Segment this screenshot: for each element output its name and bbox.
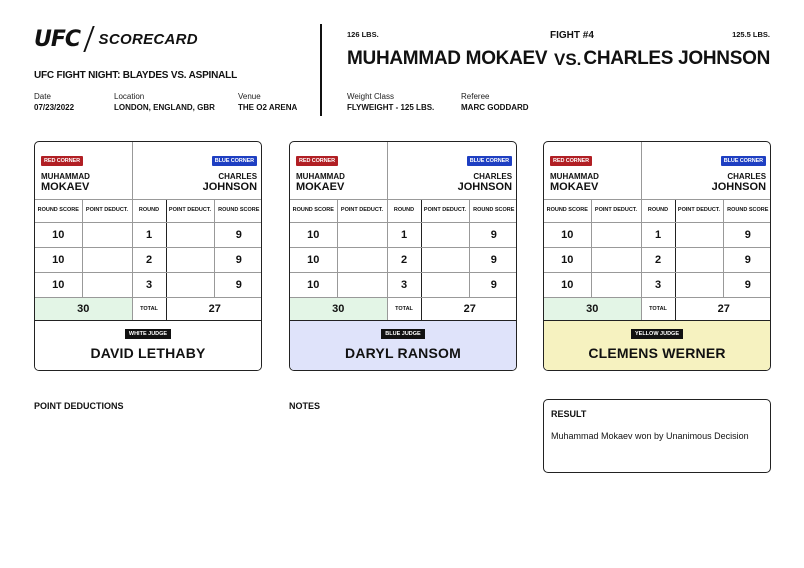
round-header: ROUND xyxy=(641,199,675,222)
blue-point-deduct xyxy=(675,272,723,297)
scorecard-table xyxy=(290,142,517,322)
point-deductions-label: POINT DEDUCTIONS xyxy=(34,401,124,411)
red-point-deduct xyxy=(337,272,387,297)
logo-divider xyxy=(83,26,94,52)
red-point-deduct xyxy=(591,272,641,297)
result-box xyxy=(543,399,771,473)
red-fighter-first-name: MUHAMMAD xyxy=(41,172,90,181)
fight-number: FIGHT #4 xyxy=(550,30,594,41)
blue-point-deduct xyxy=(421,222,469,247)
blue-corner-cell xyxy=(641,142,771,199)
judge-panel xyxy=(35,320,261,370)
round-number: 2 xyxy=(132,247,166,272)
red-round-score: 10 xyxy=(35,272,82,297)
location-value: LONDON, ENGLAND, GBR xyxy=(114,103,215,112)
blue-total: 27 xyxy=(675,297,771,321)
blue-point-deduct xyxy=(166,247,214,272)
judge-title: YELLOW JUDGE xyxy=(631,329,683,339)
venue-label: Venue xyxy=(238,92,261,101)
blue-fighter-name: CHARLES JOHNSON xyxy=(583,48,770,69)
blue-round-score-header: ROUND SCORE xyxy=(723,199,771,222)
red-fighter-last-name: MOKAEV xyxy=(41,181,90,193)
red-corner-tag: RED CORNER xyxy=(296,156,338,166)
red-fighter-first-name: MUHAMMAD xyxy=(550,172,599,181)
judge-panel xyxy=(544,320,770,370)
judge-name: DARYL RANSOM xyxy=(345,345,461,361)
blue-point-deduct xyxy=(166,222,214,247)
blue-round-score: 9 xyxy=(469,247,517,272)
blue-total: 27 xyxy=(166,297,262,321)
red-corner-tag: RED CORNER xyxy=(41,156,83,166)
vs-label: VS. xyxy=(554,50,582,69)
ufc-logo-text: UFC xyxy=(34,26,81,52)
round-header: ROUND xyxy=(387,199,421,222)
judge-scorecard-2 xyxy=(289,141,517,371)
blue-corner-cell xyxy=(132,142,262,199)
blue-round-score: 9 xyxy=(214,247,262,272)
red-round-score: 10 xyxy=(290,247,337,272)
red-corner-cell xyxy=(544,142,641,199)
blue-total: 27 xyxy=(421,297,517,321)
total-label: TOTAL xyxy=(387,297,421,321)
round-number: 3 xyxy=(132,272,166,297)
judge-panel xyxy=(290,320,516,370)
red-fighter-weight: 126 LBS. xyxy=(347,30,379,39)
blue-point-deduct xyxy=(675,222,723,247)
round-header: ROUND xyxy=(132,199,166,222)
total-label: TOTAL xyxy=(132,297,166,321)
red-round-score: 10 xyxy=(544,222,591,247)
result-text: Muhammad Mokaev won by Unanimous Decision xyxy=(551,431,749,441)
round-number: 3 xyxy=(641,272,675,297)
blue-point-deduct xyxy=(421,272,469,297)
blue-round-score: 9 xyxy=(214,272,262,297)
red-point-deduct xyxy=(82,272,132,297)
blue-round-score-header: ROUND SCORE xyxy=(214,199,262,222)
ufc-logo xyxy=(34,27,198,51)
red-round-score: 10 xyxy=(35,247,82,272)
blue-point-deduct-header: POINT DEDUCT. xyxy=(421,199,469,222)
notes-label: NOTES xyxy=(289,401,321,411)
date-label: Date xyxy=(34,92,51,101)
result-title: RESULT xyxy=(551,409,587,419)
blue-round-score: 9 xyxy=(723,222,771,247)
red-point-deduct xyxy=(82,222,132,247)
blue-fighter-last-name: JOHNSON xyxy=(202,181,258,193)
red-fighter-first-name: MUHAMMAD xyxy=(296,172,345,181)
red-fighter-last-name: MOKAEV xyxy=(550,181,599,193)
red-round-score: 10 xyxy=(290,272,337,297)
blue-round-score-header: ROUND SCORE xyxy=(469,199,517,222)
blue-corner-cell xyxy=(387,142,517,199)
weight-class-value: FLYWEIGHT - 125 LBS. xyxy=(347,103,435,112)
round-number: 1 xyxy=(132,222,166,247)
red-total: 30 xyxy=(290,297,387,321)
blue-fighter-last-name: JOHNSON xyxy=(457,181,513,193)
red-round-score: 10 xyxy=(35,222,82,247)
red-point-deduct xyxy=(82,247,132,272)
judge-title: BLUE JUDGE xyxy=(381,329,424,339)
red-point-deduct xyxy=(591,247,641,272)
event-name: UFC FIGHT NIGHT: BLAYDES VS. ASPINALL xyxy=(34,70,237,81)
round-number: 1 xyxy=(387,222,421,247)
blue-fighter-first-name: CHARLES xyxy=(473,172,513,181)
judge-name: CLEMENS WERNER xyxy=(588,345,726,361)
scorecard-table xyxy=(35,142,262,322)
round-number: 2 xyxy=(387,247,421,272)
red-point-deduct-header: POINT DEDUCT. xyxy=(591,199,641,222)
scorecard-table xyxy=(544,142,771,322)
blue-corner-tag: BLUE CORNER xyxy=(721,156,766,166)
date-value: 07/23/2022 xyxy=(34,103,75,112)
red-total: 30 xyxy=(544,297,641,321)
red-corner-cell xyxy=(290,142,387,199)
blue-fighter-weight: 125.5 LBS. xyxy=(732,30,770,39)
red-corner-tag: RED CORNER xyxy=(550,156,592,166)
red-point-deduct-header: POINT DEDUCT. xyxy=(82,199,132,222)
red-corner-cell xyxy=(35,142,132,199)
judge-name: DAVID LETHABY xyxy=(90,345,206,361)
blue-round-score: 9 xyxy=(723,272,771,297)
blue-round-score: 9 xyxy=(469,272,517,297)
blue-point-deduct xyxy=(675,247,723,272)
red-point-deduct xyxy=(591,222,641,247)
blue-fighter-first-name: CHARLES xyxy=(218,172,258,181)
header-divider xyxy=(320,24,322,116)
red-total: 30 xyxy=(35,297,132,321)
blue-point-deduct-header: POINT DEDUCT. xyxy=(166,199,214,222)
blue-corner-tag: BLUE CORNER xyxy=(467,156,512,166)
red-round-score-header: ROUND SCORE xyxy=(544,199,591,222)
red-point-deduct xyxy=(337,222,387,247)
red-round-score: 10 xyxy=(544,247,591,272)
referee-label: Referee xyxy=(461,92,490,101)
red-round-score-header: ROUND SCORE xyxy=(35,199,82,222)
red-round-score: 10 xyxy=(290,222,337,247)
judge-title: WHITE JUDGE xyxy=(125,329,171,339)
referee-value: MARC GODDARD xyxy=(461,103,529,112)
blue-point-deduct xyxy=(166,272,214,297)
blue-round-score: 9 xyxy=(723,247,771,272)
round-number: 2 xyxy=(641,247,675,272)
red-point-deduct xyxy=(337,247,387,272)
judge-scorecard-1 xyxy=(34,141,262,371)
blue-corner-tag: BLUE CORNER xyxy=(212,156,257,166)
red-round-score: 10 xyxy=(544,272,591,297)
blue-round-score: 9 xyxy=(469,222,517,247)
round-number: 1 xyxy=(641,222,675,247)
red-point-deduct-header: POINT DEDUCT. xyxy=(337,199,387,222)
round-number: 3 xyxy=(387,272,421,297)
judge-scorecard-3 xyxy=(543,141,771,371)
red-round-score-header: ROUND SCORE xyxy=(290,199,337,222)
venue-value: THE O2 ARENA xyxy=(238,103,298,112)
total-label: TOTAL xyxy=(641,297,675,321)
red-fighter-name: MUHAMMAD MOKAEV xyxy=(347,48,548,69)
red-fighter-last-name: MOKAEV xyxy=(296,181,345,193)
blue-round-score: 9 xyxy=(214,222,262,247)
weight-class-label: Weight Class xyxy=(347,92,394,101)
location-label: Location xyxy=(114,92,145,101)
blue-point-deduct xyxy=(421,247,469,272)
blue-fighter-first-name: CHARLES xyxy=(727,172,767,181)
blue-fighter-last-name: JOHNSON xyxy=(711,181,767,193)
blue-point-deduct-header: POINT DEDUCT. xyxy=(675,199,723,222)
scorecard-label: SCORECARD xyxy=(98,30,198,48)
